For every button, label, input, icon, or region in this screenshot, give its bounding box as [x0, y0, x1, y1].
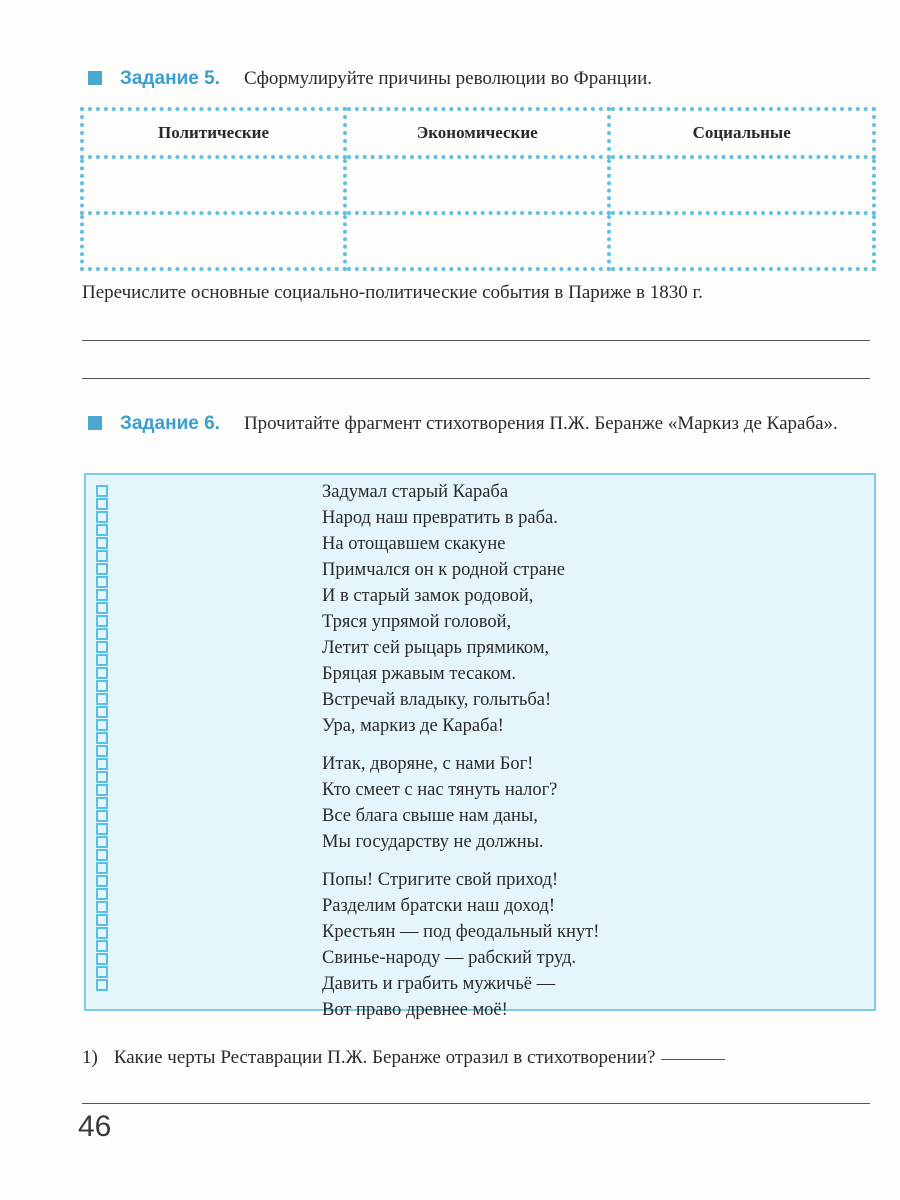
answer-cell-social-1[interactable]	[611, 159, 876, 215]
square-decoration-icon	[96, 927, 108, 939]
answer-line[interactable]	[82, 378, 870, 379]
square-decoration-icon	[96, 693, 108, 705]
square-decoration-icon	[96, 823, 108, 835]
column-header-economic: Экономические	[347, 107, 611, 159]
square-decoration-icon	[96, 485, 108, 497]
square-decoration-icon	[96, 654, 108, 666]
square-decoration-icon	[96, 836, 108, 848]
poem-line: Мы государству не должны.	[322, 832, 544, 852]
square-decoration-icon	[96, 953, 108, 965]
poem-line: Примчался он к родной стране	[322, 560, 566, 580]
poem-line: Все блага свыше нам даны,	[322, 806, 538, 826]
square-decoration-icon	[96, 667, 108, 679]
poem-line: Летит сей рыцарь прямиком,	[322, 638, 550, 658]
square-bullet-icon	[88, 71, 102, 85]
task-6-heading	[88, 410, 878, 438]
square-decoration-icon	[96, 784, 108, 796]
square-decoration-icon	[96, 615, 108, 627]
poem-line: Разделим братски наш доход!	[322, 896, 556, 916]
answer-cell-political-2[interactable]	[80, 215, 347, 271]
task-6-label: Задание 6.	[120, 413, 220, 434]
revolution-causes-table	[80, 107, 876, 271]
answer-cell-economic-1[interactable]	[347, 159, 611, 215]
square-decoration-icon	[96, 940, 108, 952]
task-6-instruction: Прочитайте фрагмент стихотворения П.Ж. Беранже «Маркиз де Караба».	[243, 413, 838, 434]
column-header-social: Социальные	[611, 107, 876, 159]
square-decoration-icon	[96, 771, 108, 783]
square-decoration-icon	[96, 589, 108, 601]
binding-squares-decoration	[96, 485, 108, 991]
square-decoration-icon	[96, 706, 108, 718]
poem-line: И в старый замок родовой,	[322, 586, 534, 606]
square-decoration-icon	[96, 563, 108, 575]
square-decoration-icon	[96, 862, 108, 874]
poem-line: Вот право древнее моё!	[322, 1000, 508, 1020]
poem-line: Кто смеет с нас тянуть налог?	[322, 780, 558, 800]
square-decoration-icon	[96, 849, 108, 861]
poem-line: На отощавшем скакуне	[322, 534, 506, 554]
poem-line: Тряся упрямой головой,	[322, 612, 512, 632]
square-decoration-icon	[96, 901, 108, 913]
column-header-political: Политические	[80, 107, 347, 159]
square-decoration-icon	[96, 628, 108, 640]
poem-box	[84, 473, 876, 1020]
table-header-row	[80, 107, 876, 159]
square-decoration-icon	[96, 680, 108, 692]
answer-cell-political-1[interactable]	[80, 159, 347, 215]
answer-cell-economic-2[interactable]	[347, 215, 611, 271]
poem-line: Крестьян — под феодальный кнут!	[322, 922, 600, 942]
answer-line[interactable]	[82, 340, 870, 341]
square-decoration-icon	[96, 719, 108, 731]
question-text: Какие черты Реставрации П.Ж. Беранже отразил в стихотворении?	[113, 1047, 656, 1068]
poem-line: Бряцая ржавым тесаком.	[322, 664, 517, 684]
square-decoration-icon	[96, 732, 108, 744]
table-row	[80, 215, 876, 271]
poem-stanza-1	[322, 479, 599, 739]
square-decoration-icon	[96, 810, 108, 822]
answer-blank[interactable]	[661, 1059, 725, 1060]
poem-line: Попы! Стригите свой приход!	[322, 870, 559, 890]
poem-line: Встречай владыку, голытьба!	[322, 690, 552, 710]
poem-text	[322, 479, 599, 1035]
answer-line[interactable]	[82, 1103, 870, 1104]
question-number: 1)	[82, 1047, 98, 1068]
square-decoration-icon	[96, 758, 108, 770]
poem-line: Давить и грабить мужичьё —	[322, 974, 556, 994]
poem-line: Итак, дворяне, с нами Бог!	[322, 754, 534, 774]
poem-stanza-3	[322, 867, 599, 1023]
square-decoration-icon	[96, 537, 108, 549]
task-5-heading	[88, 68, 652, 90]
square-decoration-icon	[96, 576, 108, 588]
square-decoration-icon	[96, 979, 108, 991]
page-number: 46	[78, 1110, 112, 1143]
poem-line: Задумал старый Караба	[322, 482, 509, 502]
square-decoration-icon	[96, 914, 108, 926]
poem-stanza-2	[322, 751, 599, 855]
answer-cell-social-2[interactable]	[611, 215, 876, 271]
square-bullet-icon	[88, 416, 102, 430]
task-5-label: Задание 5.	[120, 68, 220, 89]
poem-line: Ура, маркиз де Караба!	[322, 716, 504, 736]
square-decoration-icon	[96, 745, 108, 757]
table-row	[80, 159, 876, 215]
task-5-instruction: Сформулируйте причины революции во Франции.	[243, 68, 653, 89]
square-decoration-icon	[96, 498, 108, 510]
square-decoration-icon	[96, 966, 108, 978]
square-decoration-icon	[96, 641, 108, 653]
poem-line: Свинье-народу — рабский труд.	[322, 948, 577, 968]
question-1830-events: Перечислите основные социально-политические события в Париже в 1830 г.	[82, 282, 703, 303]
square-decoration-icon	[96, 524, 108, 536]
square-decoration-icon	[96, 888, 108, 900]
square-decoration-icon	[96, 875, 108, 887]
question-restoration-features	[82, 1047, 725, 1069]
square-decoration-icon	[96, 511, 108, 523]
square-decoration-icon	[96, 797, 108, 809]
square-decoration-icon	[96, 550, 108, 562]
poem-line: Народ наш превратить в раба.	[322, 508, 558, 528]
square-decoration-icon	[96, 602, 108, 614]
